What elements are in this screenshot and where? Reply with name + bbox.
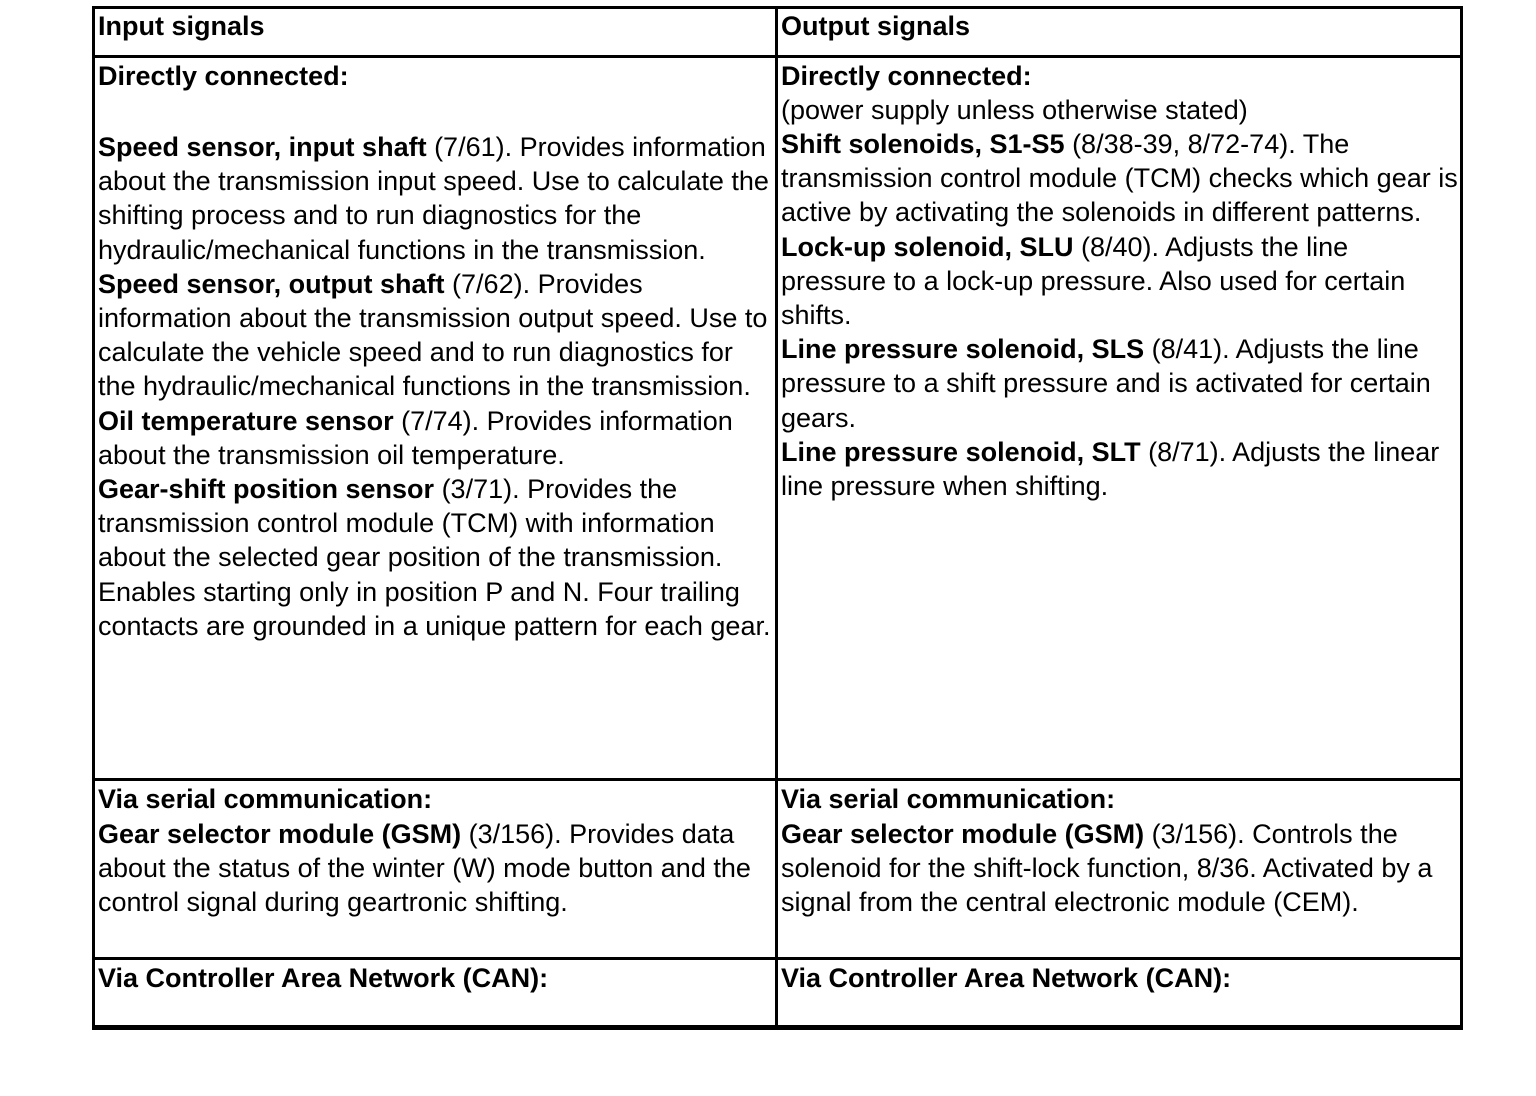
entry-text: (7/62). Provides information about the transmission output speed. Use to calculate the vehicle speed and to run diagnostics for the hydraulic/mechanical functions in the transmission. — [98, 268, 768, 402]
output-entry-line-pressure-sls — [781, 332, 1458, 435]
entry-text: (3/156). Provides data about the status of the winter (W) mode button and the control signal during geartronic shifting. — [98, 819, 751, 918]
entry-name: Line pressure solenoid, SLS — [781, 334, 1145, 365]
input-can-title: Via Controller Area Network (CAN): — [98, 963, 549, 993]
entry-name: Speed sensor, input shaft — [98, 132, 427, 162]
section-spacer — [98, 94, 773, 130]
input-entry-speed-sensor-output — [98, 267, 773, 404]
output-direct-title: Directly connected: — [781, 61, 1032, 91]
signals-table — [92, 6, 1463, 1030]
serial-communication-row — [94, 780, 1462, 959]
output-entry-line-pressure-slt — [781, 435, 1458, 503]
entry-name: Speed sensor, output shaft — [98, 268, 445, 299]
input-entry-speed-sensor-input — [98, 130, 773, 267]
input-entry-gsm — [98, 817, 773, 920]
entry-text: (8/38-39, 8/72-74). The transmission control module (TCM) checks which gear is active by activating the solenoids in different patterns. — [781, 129, 1458, 228]
output-signals-header: Output signals — [777, 8, 1462, 57]
entry-text: (7/61). Provides information about the transmission input speed. Use to calculate the shifting process and to run diagnostics for the hydraulic/mechanical functions in the transmission. — [98, 132, 769, 265]
output-entry-shift-solenoids — [781, 127, 1458, 230]
entry-text: (3/156). Controls the solenoid for the shift-lock function, 8/36. Activated by a signal from the central electronic module (CEM). — [781, 819, 1433, 918]
entry-name: Gear selector module (GSM) — [98, 819, 462, 849]
input-direct-cell — [94, 57, 777, 780]
input-signals-header: Input signals — [94, 8, 777, 57]
entry-text: (3/71). Provides the transmission control module (TCM) with information about the selected gear position of the transmission. Enables starting only in position P and N. Four trailing contacts are grounded in a unique pattern for each gear. — [98, 474, 771, 641]
input-entry-gear-shift-position — [98, 472, 773, 643]
output-entry-lock-up-solenoid — [781, 230, 1458, 333]
header-row — [94, 8, 1462, 57]
can-row — [94, 959, 1462, 1028]
entry-text: (7/74). Provides information about the transmission oil temperature. — [98, 405, 733, 470]
entry-name: Oil temperature sensor — [98, 405, 394, 436]
output-serial-title: Via serial communication: — [781, 784, 1116, 814]
entry-name: Gear selector module (GSM) — [781, 819, 1145, 849]
entry-name: Gear-shift position sensor — [98, 474, 435, 505]
output-entry-gsm — [781, 817, 1458, 920]
entry-text: (8/71). Adjusts the linear line pressure when shifting. — [781, 436, 1440, 502]
entry-name: Shift solenoids, S1-S5 — [781, 129, 1065, 159]
input-serial-title: Via serial communication: — [98, 784, 433, 814]
entry-text: (8/40). Adjusts the line pressure to a lock-up pressure. Also used for certain shifts. — [781, 231, 1406, 331]
input-can-cell — [94, 959, 777, 1028]
input-entry-oil-temperature — [98, 404, 773, 472]
input-direct-title: Directly connected: — [98, 61, 349, 91]
entry-name: Lock-up solenoid, SLU — [781, 231, 1074, 262]
directly-connected-row — [94, 57, 1462, 780]
output-direct-cell — [777, 57, 1462, 780]
entry-name: Line pressure solenoid, SLT — [781, 436, 1141, 467]
output-direct-note: (power supply unless otherwise stated) — [781, 95, 1248, 125]
entry-text: (8/41). Adjusts the line pressure to a shift pressure and is activated for certain gears. — [781, 334, 1431, 433]
input-serial-cell — [94, 780, 777, 959]
output-can-cell — [777, 959, 1462, 1028]
output-serial-cell — [777, 780, 1462, 959]
output-can-title: Via Controller Area Network (CAN): — [781, 963, 1232, 993]
